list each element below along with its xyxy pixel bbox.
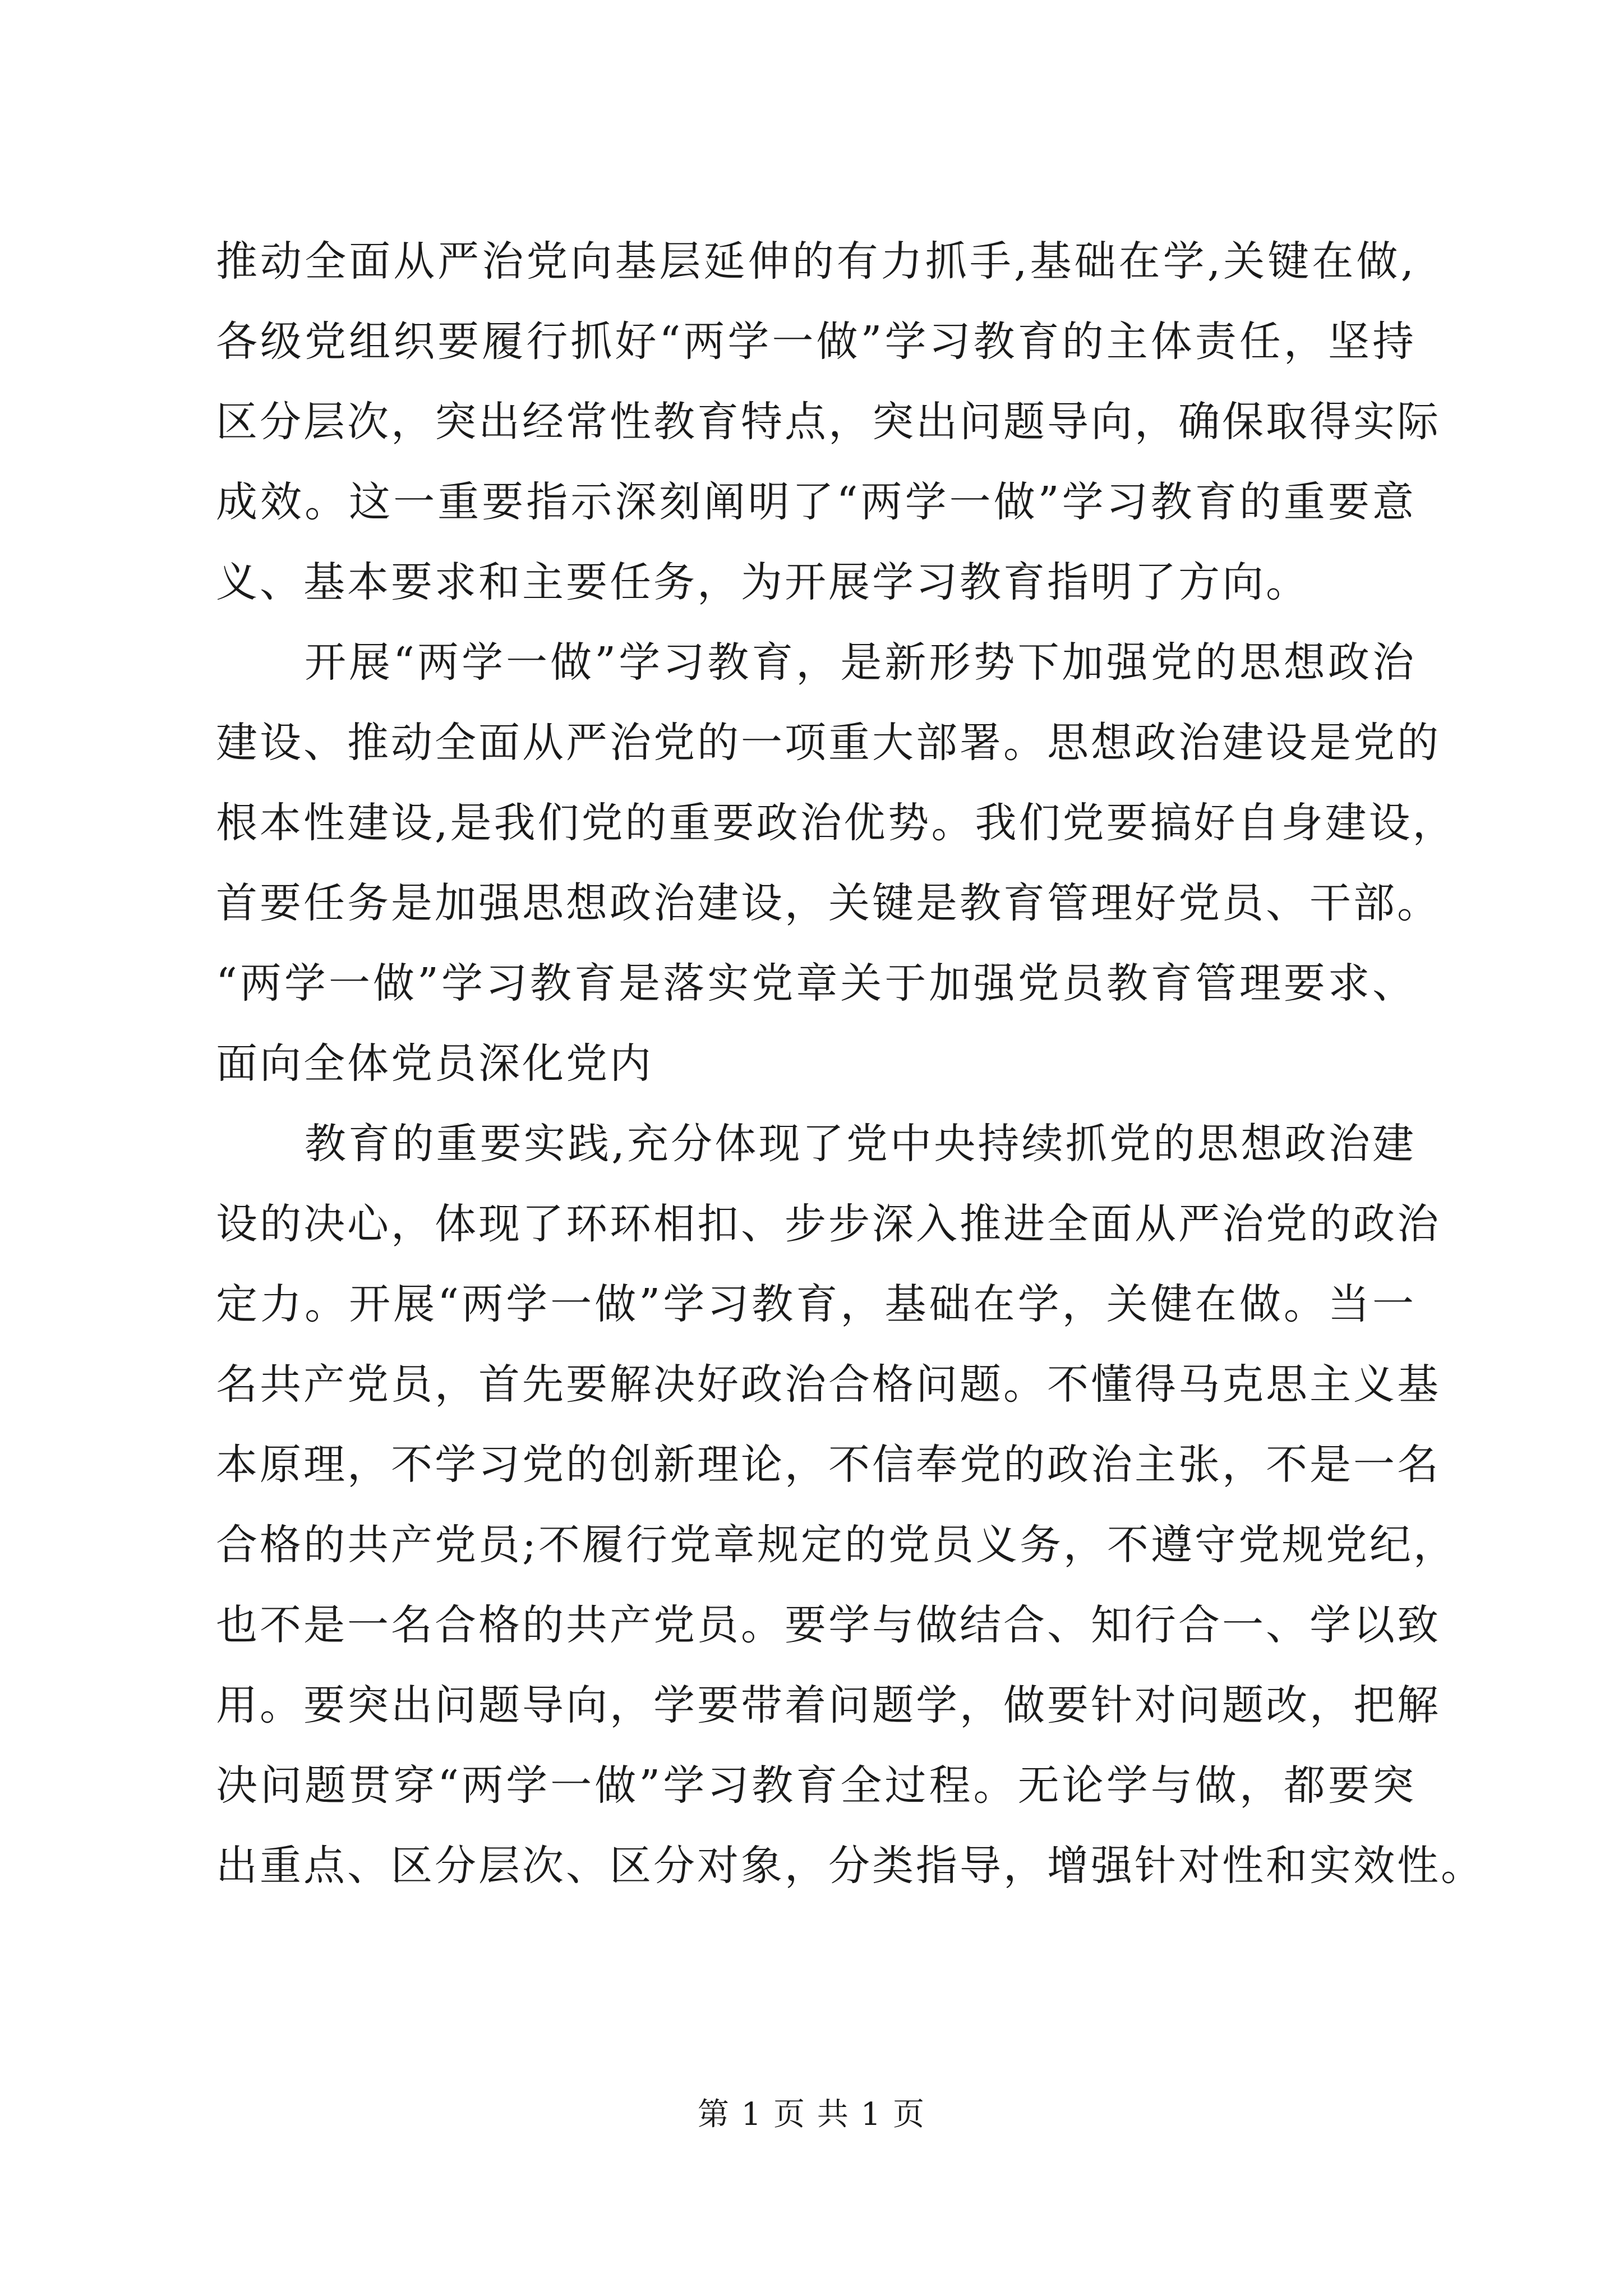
text-line: 根本性建设,是我们党的重要政治优势。我们党要搞好自身建设， [216,799,1456,847]
text-line: 出重点、区分层次、区分对象，分类指导，增强针对性和实效性。 [216,1842,1484,1890]
text-line: 定力。开展“两学一做”学习教育，基础在学，关健在做。当一 [216,1280,1416,1328]
text-line: 区分层次，突出经常性教育特点，突出问题导向，确保取得实际 [216,398,1441,446]
text-line: 开展“两学一做”学习教育，是新形势下加强党的思想政治 [305,638,1416,687]
text-line: 成效。这一重要指示深刻阐明了“两学一做”学习教育的重要意 [216,478,1416,526]
text-line: 义、基本要求和主要任务，为开展学习教育指明了方向。 [216,558,1310,606]
text-line: 首要任务是加强思想政治建设，关键是教育管理好党员、干部。 [216,879,1441,927]
text-line: 名共产党员，首先要解决好政治合格问题。不懂得马克思主义基 [216,1360,1441,1409]
text-line: 面向全体党员深化党内 [216,1039,653,1088]
text-line: 用。要突出问题导向，学要带着问题学，做要针对问题改，把解 [216,1681,1441,1729]
text-line: 建设、推动全面从严治党的一项重大部署。思想政治建设是党的 [216,719,1441,767]
text-line: 本原理，不学习党的创新理论，不信奉党的政治主张，不是一名 [216,1441,1441,1489]
text-line: 各级党组织要履行抓好“两学一做”学习教育的主体责任，坚持 [216,318,1416,366]
text-line: 推动全面从严治党向基层延伸的有力抓手,基础在学,关键在做, [216,237,1416,286]
text-line: 教育的重要实践,充分体现了党中央持续抓党的思想政治建 [305,1120,1416,1168]
page-footer: 第 1 页 共 1 页 [697,2096,926,2133]
text-line: 设的决心，体现了环环相扣、步步深入推进全面从严治党的政治 [216,1200,1441,1248]
text-line: 决问题贯穿“两学一做”学习教育全过程。无论学与做，都要突 [216,1761,1416,1810]
text-line: 合格的共产党员;不履行党章规定的党员义务，不遵守党规党纪， [216,1521,1457,1569]
text-line: 也不是一名合格的共产党员。要学与做结合、知行合一、学以致 [216,1601,1441,1649]
text-line: “两学一做”学习教育是落实党章关于加强党员教育管理要求、 [216,959,1416,1007]
body-text [216,222,1484,1906]
